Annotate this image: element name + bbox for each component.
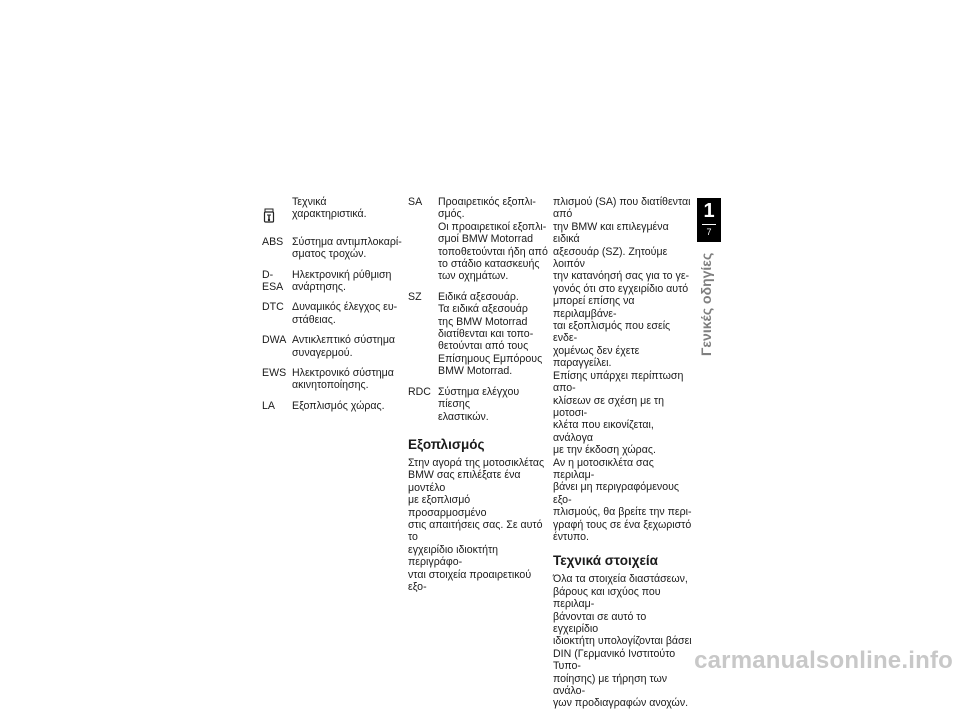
abbreviation-term: RDC xyxy=(408,385,431,398)
text-column-right xyxy=(553,196,693,710)
abbreviation-term: SA xyxy=(408,196,423,208)
abbreviation-definition: Ειδικά αξεσουάρ. Τα ειδικά αξεσουάρ της BMW Motorrad διατίθενται και τοπο- θετούνται από τους Επίσημους Εμπόρους BMW Motorrad. xyxy=(438,290,543,378)
abbreviation-row-ews xyxy=(262,367,402,392)
abbreviation-term: D- ESA xyxy=(262,268,284,294)
chapter-number: 1 xyxy=(703,200,715,222)
abbreviation-row-desa xyxy=(262,269,402,294)
abbreviation-definition: Σύστημα αντιμπλοκαρί- σματος τροχών. xyxy=(292,235,402,261)
abbreviation-row-sz xyxy=(408,291,548,378)
abbreviation-row-dtc xyxy=(262,301,402,326)
abbreviation-row-dwa xyxy=(262,334,402,359)
watermark-logo: carmanualsonline.info xyxy=(694,647,953,674)
section-heading-equipment: Εξοπλισμός xyxy=(408,436,485,452)
motorcycle-spec-icon xyxy=(262,196,292,228)
abbreviation-list-left xyxy=(262,196,402,420)
abbreviation-row-la xyxy=(262,400,402,412)
abbreviation-term: DWA xyxy=(262,334,287,347)
abbreviation-definition: Τεχνικά χαρακτηριστικά. xyxy=(292,196,367,221)
equipment-paragraph-continued: πλισμού (SA) που διατίθενται από την BMW και επιλεγμένα ειδικά αξεσουάρ (SZ). Ζητούμε λοιπόν την κατανόησή σας για το γε- γονός ότι στο εγχειρίδιο αυτό μπορεί επίσης να περιλαμβάνε- ται εξοπλισμός που εσείς ενδε- χομένως δεν έχετε παραγγείλει. Επίσης υπάρχει περίπτωση απο- κλίσεων σε σχέση με τη μοτοσι- κλέτα που εικονίζεται, ανάλογα με την έκδοση χώρας. Αν η μοτοσικλέτα σας περιλαμ- βάνει μη περιγραφόμενους εξο- πλισμούς, θα βρείτε την περι- γραφή τους σε ένα ξεχωριστό έντυπο. xyxy=(553,196,692,543)
abbreviation-term: EWS xyxy=(262,367,287,380)
abbreviation-definition: Δυναμικός έλεγχος ευ- στάθειας. xyxy=(292,301,398,326)
abbreviation-definition: Προαιρετικός εξοπλι- σμός. Οι προαιρετικοί εξοπλι- σμοί BMW Motorrad τοποθετούνται ήδη από το στάδιο κατασκευής των οχημάτων. xyxy=(438,196,548,283)
chapter-title-vertical xyxy=(696,252,722,357)
section-heading-technical-data: Τεχνικά στοιχεία xyxy=(553,553,658,569)
abbreviation-list-middle xyxy=(408,196,548,593)
technical-data-paragraph: Όλα τα στοιχεία διαστάσεων, βάρους και ισχύος που περιλαμ- βάνονται σε αυτό το εγχειρίδιο ιδιοκτήτη υπολογίζονται βάσει DIN (Γερμανικό Ινστιτούτο Τυπο- ποίησης) με τήρηση των ανάλο- γων προδιαγραφών ανοχών. xyxy=(553,573,692,710)
abbreviation-definition: Σύστημα ελέγχου πίεσης ελαστικών. xyxy=(438,385,520,423)
abbreviation-definition: Ηλεκτρονική ρύθμιση ανάρτησης. xyxy=(292,268,392,294)
page-number: 7 xyxy=(706,227,712,237)
chapter-tab xyxy=(697,198,721,242)
abbreviation-definition: Ηλεκτρονικό σύστημα ακινητοποίησης. xyxy=(292,367,394,392)
abbreviation-row-abs xyxy=(262,236,402,261)
chapter-title: Γενικές οδηγίες xyxy=(698,252,714,356)
abbreviation-row-rdc xyxy=(408,386,548,423)
equipment-paragraph: Στην αγορά της μοτοσικλέτας BMW σας επιλέξατε ένα μοντέλο με εξοπλισμό προσαρμοσμένο στις απαιτήσεις σας. Σε αυτό το εγχειρίδιο ιδιοκτήτη περιγράφο- νται στοιχεία προαιρετικού εξο- xyxy=(408,456,545,593)
abbreviation-definition: Εξοπλισμός χώρας. xyxy=(292,399,385,412)
abbreviation-term: SZ xyxy=(408,290,422,303)
abbreviation-row-technical-specs xyxy=(262,196,402,228)
abbreviation-term: LA xyxy=(262,399,275,412)
abbreviation-term: DTC xyxy=(262,301,284,314)
abbreviation-row-sa xyxy=(408,196,548,283)
abbreviation-term: ABS xyxy=(262,235,284,248)
abbreviation-definition: Αντικλεπτικό σύστημα συναγερμού. xyxy=(292,334,396,359)
